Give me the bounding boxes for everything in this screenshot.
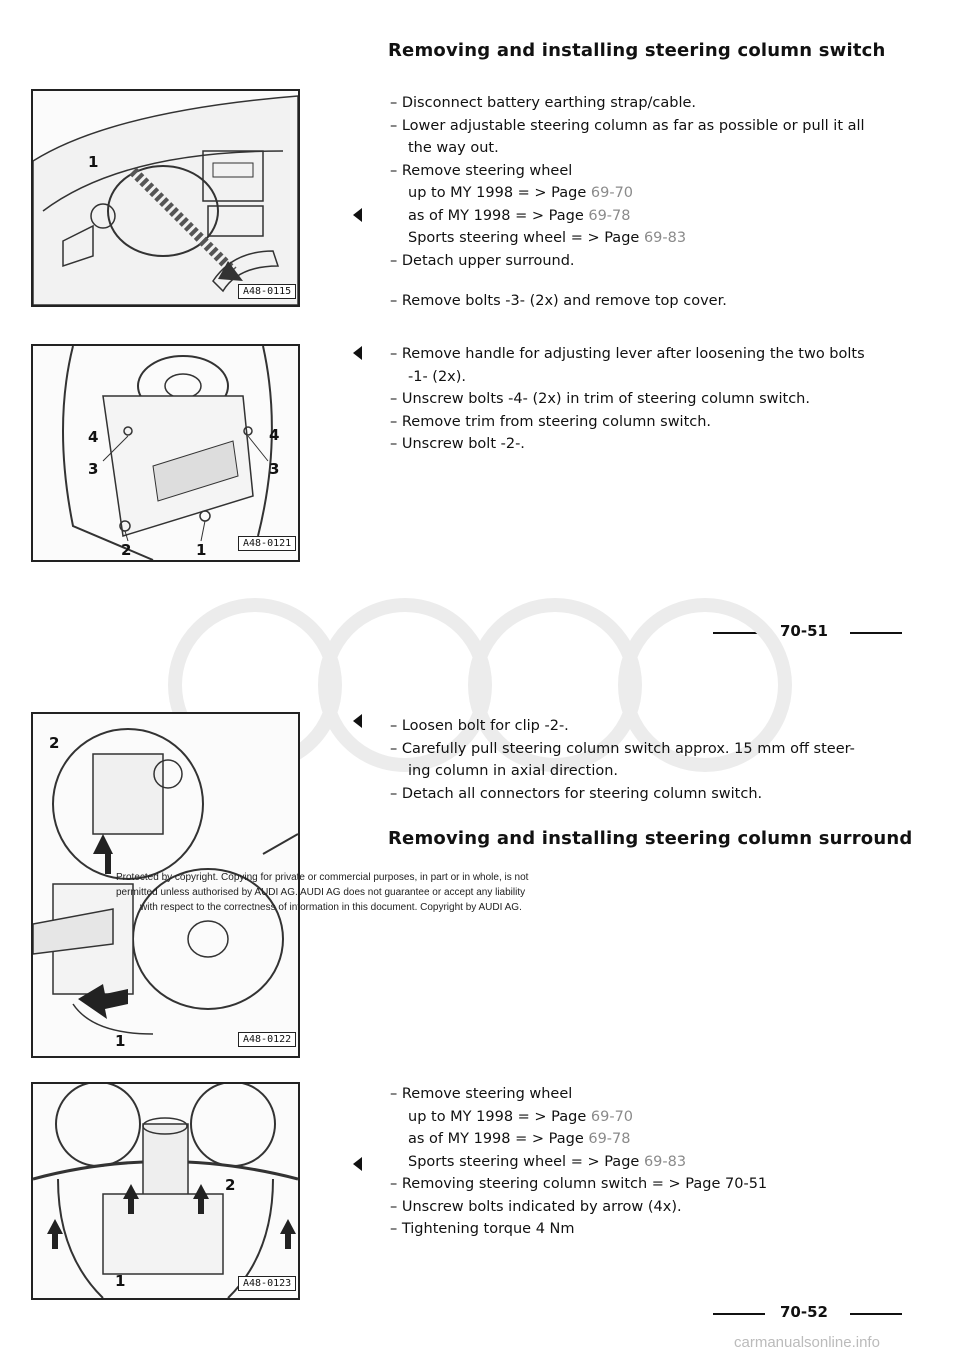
dashboard-illustration bbox=[33, 91, 298, 305]
page-ref-text: up to MY 1998 = > Page bbox=[408, 185, 587, 201]
instrument-cluster-illustration bbox=[33, 1084, 298, 1298]
figure-label: A48-0121 bbox=[238, 536, 296, 551]
step-line: – Remove bolts -3- (2x) and remove top cover. bbox=[390, 293, 727, 309]
page-ref-row bbox=[390, 1106, 767, 1129]
figure-label: A48-0122 bbox=[238, 1032, 296, 1047]
page-ref-row bbox=[390, 182, 865, 205]
pointer-icon bbox=[353, 208, 362, 222]
page-number: 70-51 bbox=[780, 622, 828, 640]
figure-a48-0123 bbox=[31, 1082, 300, 1300]
step-line: -1- (2x). bbox=[408, 368, 467, 385]
page-ref-link[interactable]: 69-78 bbox=[588, 207, 631, 224]
step-line: – Loosen bolt for clip -2-. bbox=[390, 718, 569, 734]
section2-steps bbox=[390, 343, 865, 456]
figure-a48-0122 bbox=[31, 712, 300, 1058]
pointer-icon bbox=[353, 1157, 362, 1171]
step-line: – Remove handle for adjusting lever after loosening the two bolts bbox=[390, 346, 865, 362]
callout-1: 1 bbox=[115, 1272, 126, 1290]
section-title-surround: Removing and installing steering column surround bbox=[388, 828, 913, 849]
page-ref-row bbox=[390, 1151, 767, 1174]
step-line: – Unscrew bolts indicated by arrow (4x). bbox=[390, 1198, 682, 1215]
step-line: the way out. bbox=[408, 140, 499, 156]
step-line: – Remove steering wheel bbox=[390, 1086, 573, 1102]
step-line: – Tightening torque 4 Nm bbox=[390, 1221, 575, 1237]
callout-1: 1 bbox=[88, 153, 99, 171]
step-line: – Disconnect battery earthing strap/cable. bbox=[390, 95, 697, 111]
page-rule-left bbox=[713, 1313, 765, 1315]
callout-1: 1 bbox=[196, 541, 207, 559]
page-rule-right bbox=[850, 632, 902, 634]
page-ref-text: – Removing steering column switch = > Page bbox=[390, 1176, 721, 1192]
page-ref-link[interactable]: 70-51 bbox=[725, 1176, 768, 1192]
page-ref-row bbox=[390, 205, 865, 228]
callout-3-right: 3 bbox=[269, 460, 280, 478]
figure-a48-0115 bbox=[31, 89, 300, 307]
page-ref-link[interactable]: 69-78 bbox=[588, 1131, 631, 1147]
page-ref-link[interactable]: 69-83 bbox=[643, 1153, 687, 1170]
step-line: – Unscrew bolts -4- (2x) in trim of steering column switch. bbox=[390, 391, 810, 407]
copyright-watermark-line: permitted unless authorised by AUDI AG. AUDI AG does not guarantee or accept any liability bbox=[116, 887, 526, 898]
page-ref-row bbox=[390, 1128, 767, 1151]
page-ref-row bbox=[390, 227, 865, 250]
callout-2: 2 bbox=[225, 1176, 236, 1194]
section4-steps bbox=[390, 1083, 767, 1241]
page-ref-text: up to MY 1998 = > Page bbox=[408, 1108, 587, 1125]
callout-2: 2 bbox=[49, 734, 60, 752]
step-line: – Remove steering wheel bbox=[390, 162, 573, 179]
callout-1: 1 bbox=[115, 1032, 126, 1050]
callout-2: 2 bbox=[121, 541, 132, 559]
page-ref-text: as of MY 1998 = > Page bbox=[408, 1131, 584, 1147]
page-ref-text: Sports steering wheel = > Page bbox=[408, 1153, 640, 1170]
copyright-watermark-line: with respect to the correctness of information in this document. Copyright by AUDI AG. bbox=[140, 902, 522, 913]
callout-3: 3 bbox=[88, 460, 99, 478]
footer-site-text: carmanualsonline.info bbox=[734, 1334, 880, 1351]
pointer-icon bbox=[353, 346, 362, 360]
step-line: – Carefully pull steering column switch approx. 15 mm off steer- bbox=[390, 740, 855, 757]
page-ref-text: Sports steering wheel = > Page bbox=[408, 230, 640, 246]
page-number: 70-52 bbox=[780, 1303, 828, 1321]
steering-column-switch-illustration bbox=[33, 714, 298, 1056]
page-ref-row bbox=[390, 1173, 767, 1196]
section-title-switch: Removing and installing steering column switch bbox=[388, 40, 886, 61]
figure-a48-0121 bbox=[31, 344, 300, 562]
step-line: – Detach upper surround. bbox=[390, 252, 575, 269]
page-ref-link[interactable]: 69-70 bbox=[590, 1108, 634, 1125]
figure-label: A48-0115 bbox=[238, 284, 296, 299]
page-ref-link[interactable]: 69-83 bbox=[643, 230, 687, 246]
pointer-icon bbox=[353, 714, 362, 728]
step-line: – Unscrew bolt -2-. bbox=[390, 436, 525, 452]
figure-label: A48-0123 bbox=[238, 1276, 296, 1291]
page-ref-link[interactable]: 69-70 bbox=[590, 185, 634, 201]
step-line: – Remove trim from steering column switch. bbox=[390, 413, 712, 430]
step-line: ing column in axial direction. bbox=[408, 763, 619, 779]
page-rule-right bbox=[850, 1313, 902, 1315]
steering-column-trim-illustration bbox=[33, 346, 298, 560]
section3-steps bbox=[390, 715, 855, 805]
copyright-watermark-line: Protected by copyright. Copying for private or commercial purposes, in part or in whole, is not bbox=[116, 872, 529, 883]
step-line: – Detach all connectors for steering column switch. bbox=[390, 785, 763, 802]
section1-steps bbox=[390, 92, 865, 313]
page-ref-text: as of MY 1998 = > Page bbox=[408, 207, 584, 224]
callout-4-right: 4 bbox=[269, 426, 280, 444]
callout-4: 4 bbox=[88, 428, 99, 446]
step-line: – Lower adjustable steering column as far as possible or pull it all bbox=[390, 117, 865, 134]
